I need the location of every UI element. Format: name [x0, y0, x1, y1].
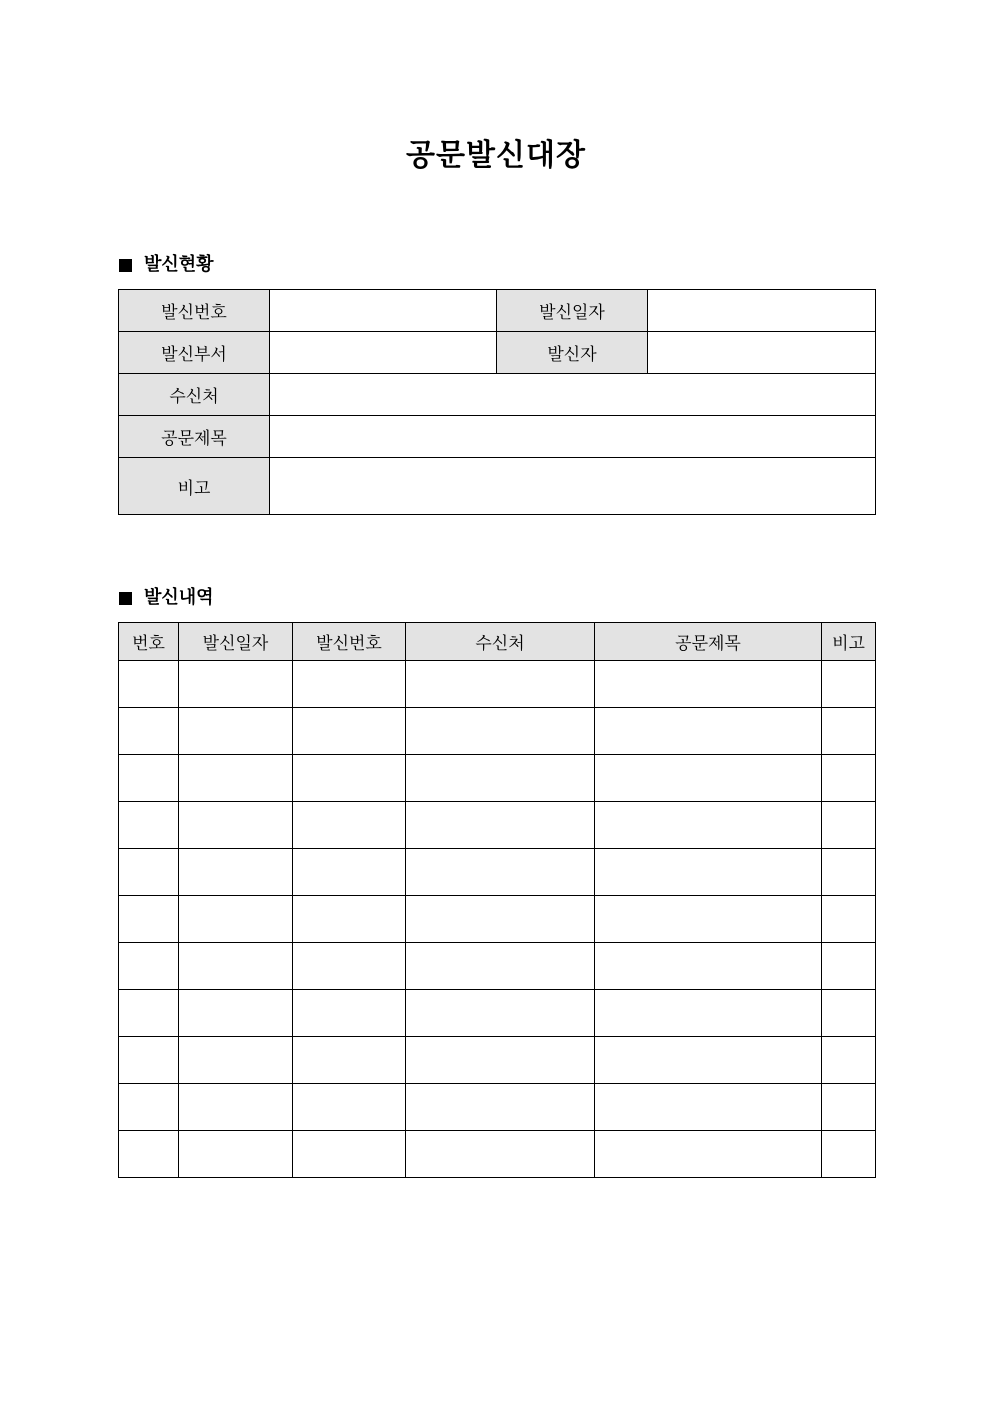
column-header-number: 번호 [119, 623, 179, 661]
cell-send-number[interactable] [293, 802, 406, 849]
cell-send-date[interactable] [179, 802, 293, 849]
history-header-row [119, 623, 876, 661]
cell-document-title[interactable] [595, 755, 822, 802]
label-send-department: 발신부서 [119, 332, 270, 374]
cell-send-date[interactable] [179, 896, 293, 943]
table-row [119, 1037, 876, 1084]
label-recipient: 수신처 [119, 374, 270, 416]
cell-document-title[interactable] [595, 708, 822, 755]
cell-recipient[interactable] [406, 1084, 595, 1131]
status-row-remarks [119, 458, 876, 515]
square-bullet-icon [119, 592, 132, 605]
cell-remarks[interactable] [822, 708, 876, 755]
cell-send-date[interactable] [179, 1037, 293, 1084]
history-body [119, 661, 876, 1178]
cell-recipient[interactable] [406, 849, 595, 896]
cell-recipient[interactable] [406, 896, 595, 943]
cell-send-number[interactable] [293, 896, 406, 943]
cell-number[interactable] [119, 755, 179, 802]
cell-send-number[interactable] [293, 755, 406, 802]
history-table [118, 622, 876, 1178]
table-row [119, 1084, 876, 1131]
cell-send-date[interactable] [179, 708, 293, 755]
cell-number[interactable] [119, 1131, 179, 1178]
cell-remarks[interactable] [822, 896, 876, 943]
status-table [118, 289, 876, 515]
table-row [119, 661, 876, 708]
table-row [119, 755, 876, 802]
label-send-date: 발신일자 [497, 290, 648, 332]
cell-send-date[interactable] [179, 849, 293, 896]
status-row-number-date [119, 290, 876, 332]
square-bullet-icon [119, 259, 132, 272]
cell-send-number[interactable] [293, 1131, 406, 1178]
cell-document-title[interactable] [595, 943, 822, 990]
table-row [119, 1131, 876, 1178]
table-row [119, 943, 876, 990]
section-heading-status [119, 253, 214, 277]
cell-number[interactable] [119, 896, 179, 943]
cell-number[interactable] [119, 1037, 179, 1084]
cell-send-number[interactable] [293, 661, 406, 708]
cell-send-number[interactable] [293, 1084, 406, 1131]
cell-number[interactable] [119, 990, 179, 1037]
cell-send-number[interactable] [293, 1037, 406, 1084]
cell-number[interactable] [119, 1084, 179, 1131]
label-remarks: 비고 [119, 458, 270, 515]
cell-remarks[interactable] [822, 755, 876, 802]
cell-document-title[interactable] [595, 896, 822, 943]
cell-recipient[interactable] [406, 802, 595, 849]
cell-send-date[interactable] [179, 1131, 293, 1178]
cell-recipient[interactable] [406, 661, 595, 708]
field-send-number[interactable] [270, 290, 497, 332]
table-row [119, 849, 876, 896]
cell-remarks[interactable] [822, 1131, 876, 1178]
status-row-document-title [119, 416, 876, 458]
cell-number[interactable] [119, 849, 179, 896]
cell-document-title[interactable] [595, 849, 822, 896]
column-header-remarks: 비고 [822, 623, 876, 661]
cell-send-number[interactable] [293, 990, 406, 1037]
cell-recipient[interactable] [406, 1037, 595, 1084]
cell-send-number[interactable] [293, 708, 406, 755]
label-send-number: 발신번호 [119, 290, 270, 332]
cell-document-title[interactable] [595, 802, 822, 849]
table-row [119, 990, 876, 1037]
column-header-recipient: 수신처 [406, 623, 595, 661]
cell-recipient[interactable] [406, 943, 595, 990]
cell-recipient[interactable] [406, 755, 595, 802]
cell-recipient[interactable] [406, 708, 595, 755]
cell-send-date[interactable] [179, 990, 293, 1037]
field-send-department[interactable] [270, 332, 497, 374]
field-document-title[interactable] [270, 416, 876, 458]
field-sender[interactable] [648, 332, 876, 374]
label-sender: 발신자 [497, 332, 648, 374]
cell-number[interactable] [119, 802, 179, 849]
cell-document-title[interactable] [595, 661, 822, 708]
cell-send-date[interactable] [179, 661, 293, 708]
table-row [119, 708, 876, 755]
cell-number[interactable] [119, 661, 179, 708]
cell-send-date[interactable] [179, 943, 293, 990]
column-header-send-number: 발신번호 [293, 623, 406, 661]
field-remarks[interactable] [270, 458, 876, 515]
cell-document-title[interactable] [595, 1131, 822, 1178]
cell-recipient[interactable] [406, 1131, 595, 1178]
column-header-send-date: 발신일자 [179, 623, 293, 661]
section-heading-history [119, 586, 214, 610]
cell-remarks[interactable] [822, 1084, 876, 1131]
cell-remarks[interactable] [822, 990, 876, 1037]
status-row-recipient [119, 374, 876, 416]
column-header-document-title: 공문제목 [595, 623, 822, 661]
table-row [119, 802, 876, 849]
cell-send-date[interactable] [179, 755, 293, 802]
cell-send-date[interactable] [179, 1084, 293, 1131]
field-recipient[interactable] [270, 374, 876, 416]
cell-recipient[interactable] [406, 990, 595, 1037]
cell-remarks[interactable] [822, 661, 876, 708]
cell-remarks[interactable] [822, 1037, 876, 1084]
cell-send-number[interactable] [293, 849, 406, 896]
cell-number[interactable] [119, 708, 179, 755]
cell-number[interactable] [119, 943, 179, 990]
document-title: 공문발신대장 [406, 138, 586, 173]
field-send-date[interactable] [648, 290, 876, 332]
cell-document-title[interactable] [595, 1037, 822, 1084]
cell-document-title[interactable] [595, 1084, 822, 1131]
section-heading-history-label: 발신내역 [144, 587, 214, 608]
cell-remarks[interactable] [822, 943, 876, 990]
cell-send-number[interactable] [293, 943, 406, 990]
section-heading-status-label: 발신현황 [144, 254, 214, 275]
label-document-title: 공문제목 [119, 416, 270, 458]
cell-remarks[interactable] [822, 849, 876, 896]
status-row-department-sender [119, 332, 876, 374]
table-row [119, 896, 876, 943]
cell-remarks[interactable] [822, 802, 876, 849]
cell-document-title[interactable] [595, 990, 822, 1037]
